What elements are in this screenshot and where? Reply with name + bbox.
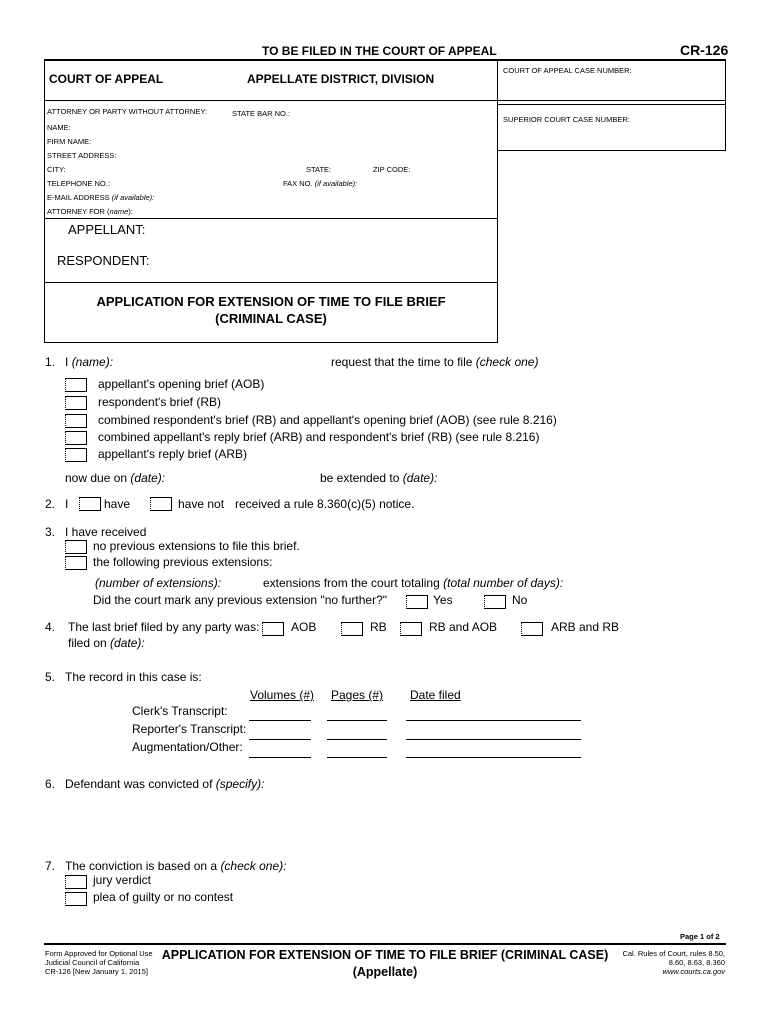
form-title-line1: APPLICATION FOR EXTENSION OF TIME TO FILE BRIEF bbox=[96, 294, 446, 309]
no-previous-checkbox[interactable] bbox=[65, 540, 87, 554]
email-label-text: E-MAIL ADDRESS bbox=[47, 193, 110, 202]
court-of-appeal-label: COURT OF APPEAL bbox=[49, 72, 164, 86]
form-title-line2: (CRIMINAL CASE) bbox=[215, 311, 327, 326]
appellate-district-label: APPELLATE DISTRICT, DIVISION bbox=[247, 72, 435, 86]
state-bar-label: STATE BAR NO.: bbox=[232, 109, 291, 118]
s2-number: 2. bbox=[45, 497, 56, 511]
record-row-label: Clerk's Transcript: bbox=[132, 704, 228, 718]
augmentation-date-field[interactable] bbox=[406, 757, 581, 758]
aob-checkbox[interactable] bbox=[65, 378, 87, 392]
clerks-pages-field[interactable] bbox=[327, 720, 387, 721]
rb-checkbox[interactable] bbox=[65, 396, 87, 410]
no-further-yes-label: Yes bbox=[433, 593, 453, 607]
attorney-for-text: ATTORNEY FOR ( bbox=[47, 207, 110, 216]
s3-received: I have received bbox=[65, 525, 147, 539]
s6-text: Defendant was convicted of bbox=[65, 777, 213, 791]
s4-filed-on bbox=[68, 636, 145, 650]
parties-top bbox=[44, 218, 498, 219]
extensions-total bbox=[263, 576, 563, 590]
s3-number: 3. bbox=[45, 525, 56, 539]
firm-label: FIRM NAME: bbox=[47, 137, 92, 146]
rules-line1: Cal. Rules of Court, rules 8.50, bbox=[622, 949, 725, 958]
s1-extended-text: be extended to bbox=[320, 471, 400, 485]
appellant-label: APPELLANT: bbox=[68, 222, 146, 237]
aob-option-label: appellant's opening brief (AOB) bbox=[98, 377, 265, 391]
col-volumes-header: Volumes (#) bbox=[250, 688, 315, 702]
superior-case-number-label: SUPERIOR COURT CASE NUMBER: bbox=[503, 115, 630, 124]
last-brief-aob-checkbox[interactable] bbox=[262, 622, 284, 636]
website-link[interactable]: www.courts.ca.gov bbox=[662, 967, 725, 976]
court-row-bottom bbox=[44, 100, 726, 101]
jury-verdict-checkbox[interactable] bbox=[65, 875, 87, 889]
s4-number: 4. bbox=[45, 620, 56, 634]
arb-rb-option-label: combined appellant's reply brief (ARB) and respondent's brief (RB) (see rule 8.216) bbox=[98, 430, 540, 444]
s1-number: 1. bbox=[45, 355, 56, 369]
s1-i: I bbox=[65, 355, 69, 369]
num-extensions-hint: (number of extensions): bbox=[95, 576, 222, 590]
augmentation-pages-field[interactable] bbox=[327, 757, 387, 758]
clerks-date-field[interactable] bbox=[406, 720, 581, 721]
s2-i: I bbox=[65, 497, 69, 511]
s1-extended-hint: (date): bbox=[402, 471, 438, 485]
s6-convicted bbox=[65, 777, 264, 791]
zip-label: ZIP CODE: bbox=[373, 165, 411, 174]
approved-line2: Judicial Council of California bbox=[45, 958, 140, 967]
no-further-question: Did the court mark any previous extension "no further?" bbox=[93, 593, 387, 607]
s1-now-due-text: now due on bbox=[65, 471, 128, 485]
city-label: CITY: bbox=[47, 165, 66, 174]
following-checkbox[interactable] bbox=[65, 556, 87, 570]
coa-case-number-label: COURT OF APPEAL CASE NUMBER: bbox=[503, 66, 632, 75]
s4-filed-on-text: filed on bbox=[68, 636, 107, 650]
extensions-total-text: extensions from the court totaling bbox=[263, 576, 440, 590]
rb-aob-checkbox[interactable] bbox=[65, 414, 87, 428]
s1-name-hint: (name): bbox=[71, 355, 114, 369]
jury-verdict-label: jury verdict bbox=[93, 873, 152, 887]
no-further-yes-checkbox[interactable] bbox=[406, 595, 428, 609]
have-checkbox[interactable] bbox=[79, 497, 101, 511]
street-label: STREET ADDRESS: bbox=[47, 151, 117, 160]
last-brief-rb-aob-checkbox[interactable] bbox=[400, 622, 422, 636]
last-brief-rb-label: RB bbox=[370, 620, 387, 634]
s2-received-text: received a rule 8.360(c)(5) notice. bbox=[235, 497, 415, 511]
email-hint: (if available): bbox=[111, 193, 155, 202]
last-brief-arb-rb-label: ARB and RB bbox=[551, 620, 620, 634]
form-id: CR-126 bbox=[680, 42, 729, 58]
have-label: have bbox=[104, 497, 131, 511]
s4-text: The last brief filed by any party was: bbox=[68, 620, 260, 634]
case-number-divider bbox=[497, 104, 726, 105]
footer-title-line1: APPLICATION FOR EXTENSION OF TIME TO FILE BRIEF (CRIMINAL CASE) bbox=[161, 948, 609, 962]
s5-number: 5. bbox=[45, 670, 56, 684]
s1-now-due bbox=[65, 471, 165, 485]
rb-aob-option-label: combined respondent's brief (RB) and appellant's opening brief (AOB) (see rule 8.216) bbox=[98, 413, 557, 427]
no-previous-label: no previous extensions to file this brief. bbox=[93, 539, 300, 553]
s7-hint: (check one): bbox=[220, 859, 287, 873]
last-brief-rb-checkbox[interactable] bbox=[341, 622, 363, 636]
fax-hint: (if available): bbox=[314, 179, 358, 188]
arb-option-label: appellant's reply brief (ARB) bbox=[98, 447, 248, 461]
last-brief-rb-aob-label: RB and AOB bbox=[429, 620, 498, 634]
footer-rule bbox=[44, 943, 726, 945]
have-not-label: have not bbox=[178, 497, 225, 511]
rb-option-label: respondent's brief (RB) bbox=[98, 395, 222, 409]
attorney-for-label bbox=[47, 207, 133, 216]
last-brief-arb-rb-checkbox[interactable] bbox=[521, 622, 543, 636]
arb-checkbox[interactable] bbox=[65, 448, 87, 462]
email-label bbox=[47, 193, 154, 202]
reporters-date-field[interactable] bbox=[406, 739, 581, 740]
record-row-label: Reporter's Transcript: bbox=[132, 722, 247, 736]
no-further-no-checkbox[interactable] bbox=[484, 595, 506, 609]
reporters-pages-field[interactable] bbox=[327, 739, 387, 740]
attorney-for-close: ): bbox=[128, 207, 133, 216]
plea-label: plea of guilty or no contest bbox=[93, 890, 234, 904]
attorney-label: ATTORNEY OR PARTY WITHOUT ATTORNEY: bbox=[47, 107, 208, 116]
s1-request bbox=[331, 355, 538, 369]
s1-request-text: request that the time to file bbox=[331, 355, 473, 369]
clerks-volumes-field[interactable] bbox=[249, 720, 311, 721]
s1-check-one: (check one) bbox=[475, 355, 539, 369]
attorney-for-hint: name bbox=[109, 207, 129, 216]
following-label: the following previous extensions: bbox=[93, 555, 273, 569]
respondent-label: RESPONDENT: bbox=[57, 253, 150, 268]
record-row-label: Augmentation/Other: bbox=[132, 740, 243, 754]
s5-text: The record in this case is: bbox=[65, 670, 202, 684]
have-not-checkbox[interactable] bbox=[150, 497, 172, 511]
s1-extended bbox=[320, 471, 437, 485]
approved-line1: Form Approved for Optional Use bbox=[45, 949, 153, 958]
footer-title-line2: (Appellate) bbox=[352, 965, 418, 979]
last-brief-aob-label: AOB bbox=[291, 620, 317, 634]
total-days-hint: (total number of days): bbox=[443, 576, 564, 590]
col-pages-header: Pages (#) bbox=[331, 688, 384, 702]
parties-bottom bbox=[44, 282, 498, 283]
plea-checkbox[interactable] bbox=[65, 892, 87, 906]
page-number: Page 1 of 2 bbox=[680, 932, 720, 941]
reporters-volumes-field[interactable] bbox=[249, 739, 311, 740]
s7-based bbox=[65, 859, 286, 873]
filed-in-heading: TO BE FILED IN THE COURT OF APPEAL bbox=[262, 44, 497, 58]
s1-now-due-hint: (date): bbox=[130, 471, 166, 485]
s4-date-hint: (date): bbox=[110, 636, 145, 650]
case-box-bottom bbox=[497, 150, 726, 151]
name-label: NAME: bbox=[47, 123, 71, 132]
title-box-bottom bbox=[44, 342, 498, 343]
s7-number: 7. bbox=[45, 859, 56, 873]
rules-line2: 8.60, 8.63, 8.360 bbox=[668, 958, 725, 967]
s7-text: The conviction is based on a bbox=[65, 859, 218, 873]
arb-rb-checkbox[interactable] bbox=[65, 431, 87, 445]
s1-name bbox=[65, 355, 113, 369]
state-label: STATE: bbox=[306, 165, 332, 174]
case-divider bbox=[497, 59, 498, 221]
s6-hint: (specify): bbox=[215, 777, 265, 791]
col-date-header: Date filed bbox=[410, 688, 461, 702]
s6-number: 6. bbox=[45, 777, 56, 791]
left-border bbox=[44, 59, 45, 221]
no-further-no-label: No bbox=[512, 593, 528, 607]
fax-label-text: FAX NO. bbox=[283, 179, 313, 188]
approved-line3: CR-126 [New January 1, 2015] bbox=[45, 967, 148, 976]
fax-label bbox=[283, 179, 357, 188]
augmentation-volumes-field[interactable] bbox=[249, 757, 311, 758]
telephone-label: TELEPHONE NO.: bbox=[47, 179, 110, 188]
header-rule bbox=[44, 59, 726, 61]
